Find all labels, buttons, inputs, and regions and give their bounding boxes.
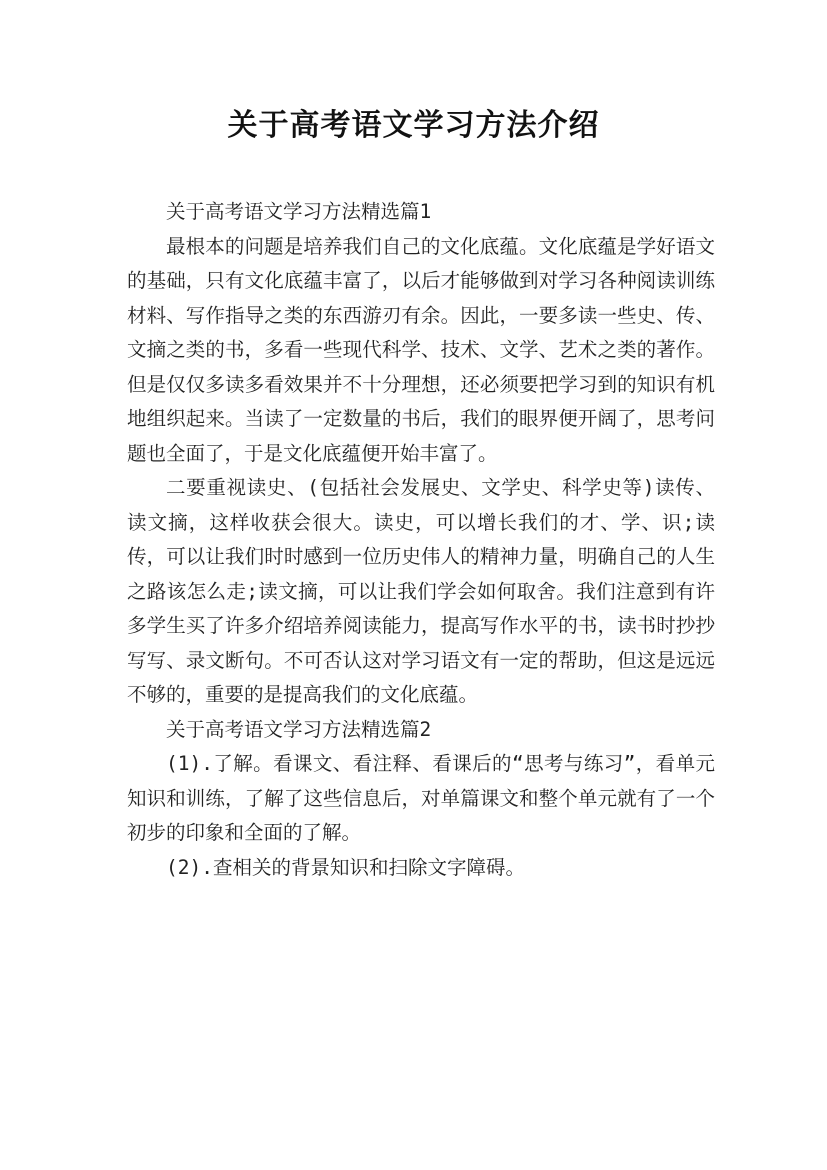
document-body bbox=[127, 195, 715, 885]
page-title: 关于高考语文学习方法介绍 bbox=[227, 108, 600, 143]
paragraph: (2).查相关的背景知识和扫除文字障碍。 bbox=[166, 855, 525, 879]
paragraph: 二要重视读史、(包括社会发展史、文学史、科学史等)读传、读文摘，这样收获会很大。读史，可以增长我们的才、学、识;读传，可以让我们时时感到一位历史伟人的精神力量，明确自己的人生之路该怎么走;读文摘，可以让我们学会如何取舍。我们注意到有许多学生买了许多介绍培养阅读能力，提高写作水平的书，读书时抄抄写写、录文断句。不可否认这对学习语文有一定的帮助，但这是远远不够的，重要的是提高我们的文化底蕴。 bbox=[127, 476, 715, 706]
paragraph: (1).了解。看课文、看注释、看课后的“思考与练习”，看单元知识和训练，了解了这些信息后，对单篇课文和整个单元就有了一个初步的印象和全面的了解。 bbox=[127, 752, 715, 844]
paragraph: 最根本的问题是培养我们自己的文化底蕴。文化底蕴是学好语文的基础，只有文化底蕴丰富了，以后才能够做到对学习各种阅读训练材料、写作指导之类的东西游刃有余。因此，一要多读一些史、传、文摘之类的书，多看一些现代科学、技术、文学、艺术之类的著作。但是仅仅多读多看效果并不十分理想，还必须要把学习到的知识有机地组织起来。当读了一定数量的书后，我们的眼界便开阔了，思考问题也全面了，于是文化底蕴便开始丰富了。 bbox=[127, 234, 715, 465]
section-heading-1: 关于高考语文学习方法精选篇1 bbox=[166, 200, 432, 223]
section-heading-2: 关于高考语文学习方法精选篇2 bbox=[166, 717, 432, 741]
